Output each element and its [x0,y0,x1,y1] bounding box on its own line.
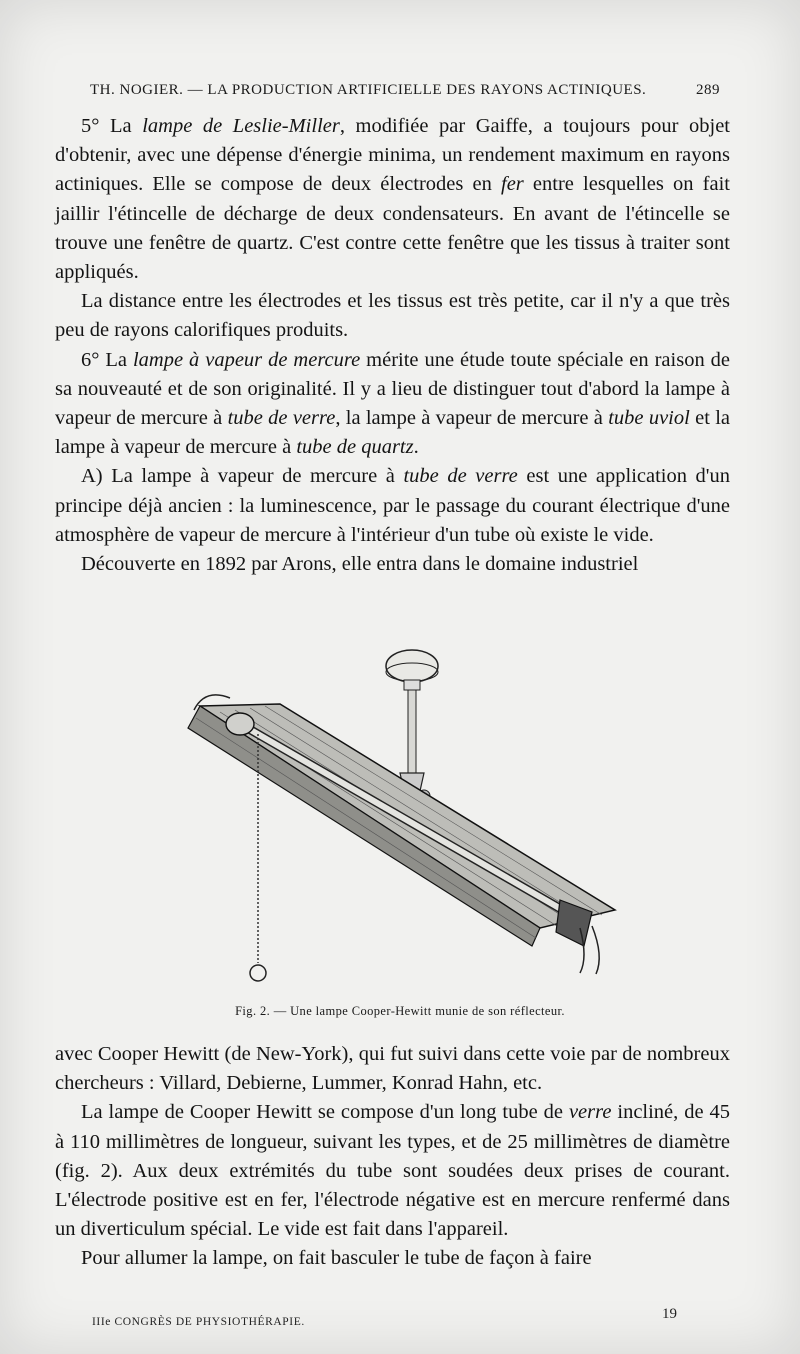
upper-text-block [55,112,730,579]
lower-text-block [55,1040,730,1274]
running-head [90,82,720,99]
figure-caption: Fig. 2. — Une lampe Cooper-Hewitt munie de son réflecteur. [235,1004,565,1018]
cooper-hewitt-lamp-illustration [160,628,630,998]
paragraph-lighting: Pour allumer la lampe, on fait basculer le tube de façon à faire [81,1247,592,1270]
footer-congress-label: IIIe CONGRÈS DE PHYSIOTHÉRAPIE. [92,1316,305,1328]
paragraph-mercury-lamp: 6° La lampe à vapeur de mercure mérite une étude toute spéciale en raison de sa nouveauté et de son originalité. Il y a lieu de distinguer tout d'abord la lampe à vapeur de mercure à tube de verre, la lampe à vapeur de mercure à tube uviol et la lampe à vapeur de mercure à tube de quartz. [55,348,731,459]
paragraph-leslie-miller: 5° La lampe de Leslie-Miller, modifiée par Gaiffe, a toujours pour objet d'obtenir, avec une dépense d'énergie minima, un rendement maximum en rayons actiniques. Elle se compose de deux électrodes en fer entre lesquelles on fait jaillir l'étincelle de décharge de deux condensateurs. En avant de l'étincelle se trouve une fenêtre de quartz. C'est contre cette fenêtre que les tissus à traiter sont appliqués. [55,115,730,284]
paragraph-glass-tube: A) La lampe à vapeur de mercure à tube de verre est une application d'un principe déjà ancien : la luminescence, par le passage du courant électrique d'une atmosphère de vapeur de mercure à l'intérieur d'un tube où existe le vide. [55,465,731,546]
paragraph-discovery: Découverte en 1892 par Arons, elle entra dans le domaine industriel [81,553,639,576]
running-head-title: TH. NOGIER. — LA PRODUCTION ARTIFICIELLE DES RAYONS ACTINIQUES. [90,82,647,98]
paragraph-lamp-composition: La lampe de Cooper Hewitt se compose d'un long tube de verre incliné, de 45 à 110 millimètres de longueur, suivant les types, et de 25 millimètres de diamètre (fig. 2). Aux deux extrémités du tube sont soudées deux prises de courant. L'électrode positive est en fer, l'électrode négative est en mercure renfermé dans un diverticulum spécial. Le vide est fait dans l'appareil. [55,1101,730,1241]
paragraph-cooper-hewitt: avec Cooper Hewitt (de New-York), qui fut suivi dans cette voie par de nombreux chercheurs : Villard, Debierne, Lummer, Konrad Hahn, etc. [55,1043,730,1095]
footer-signature-number: 19 [662,1306,677,1322]
page-number: 289 [696,82,720,98]
paragraph-distance: La distance entre les électrodes et les tissus est très petite, car il n'y a que très peu de rayons calorifiques produits. [55,290,730,342]
